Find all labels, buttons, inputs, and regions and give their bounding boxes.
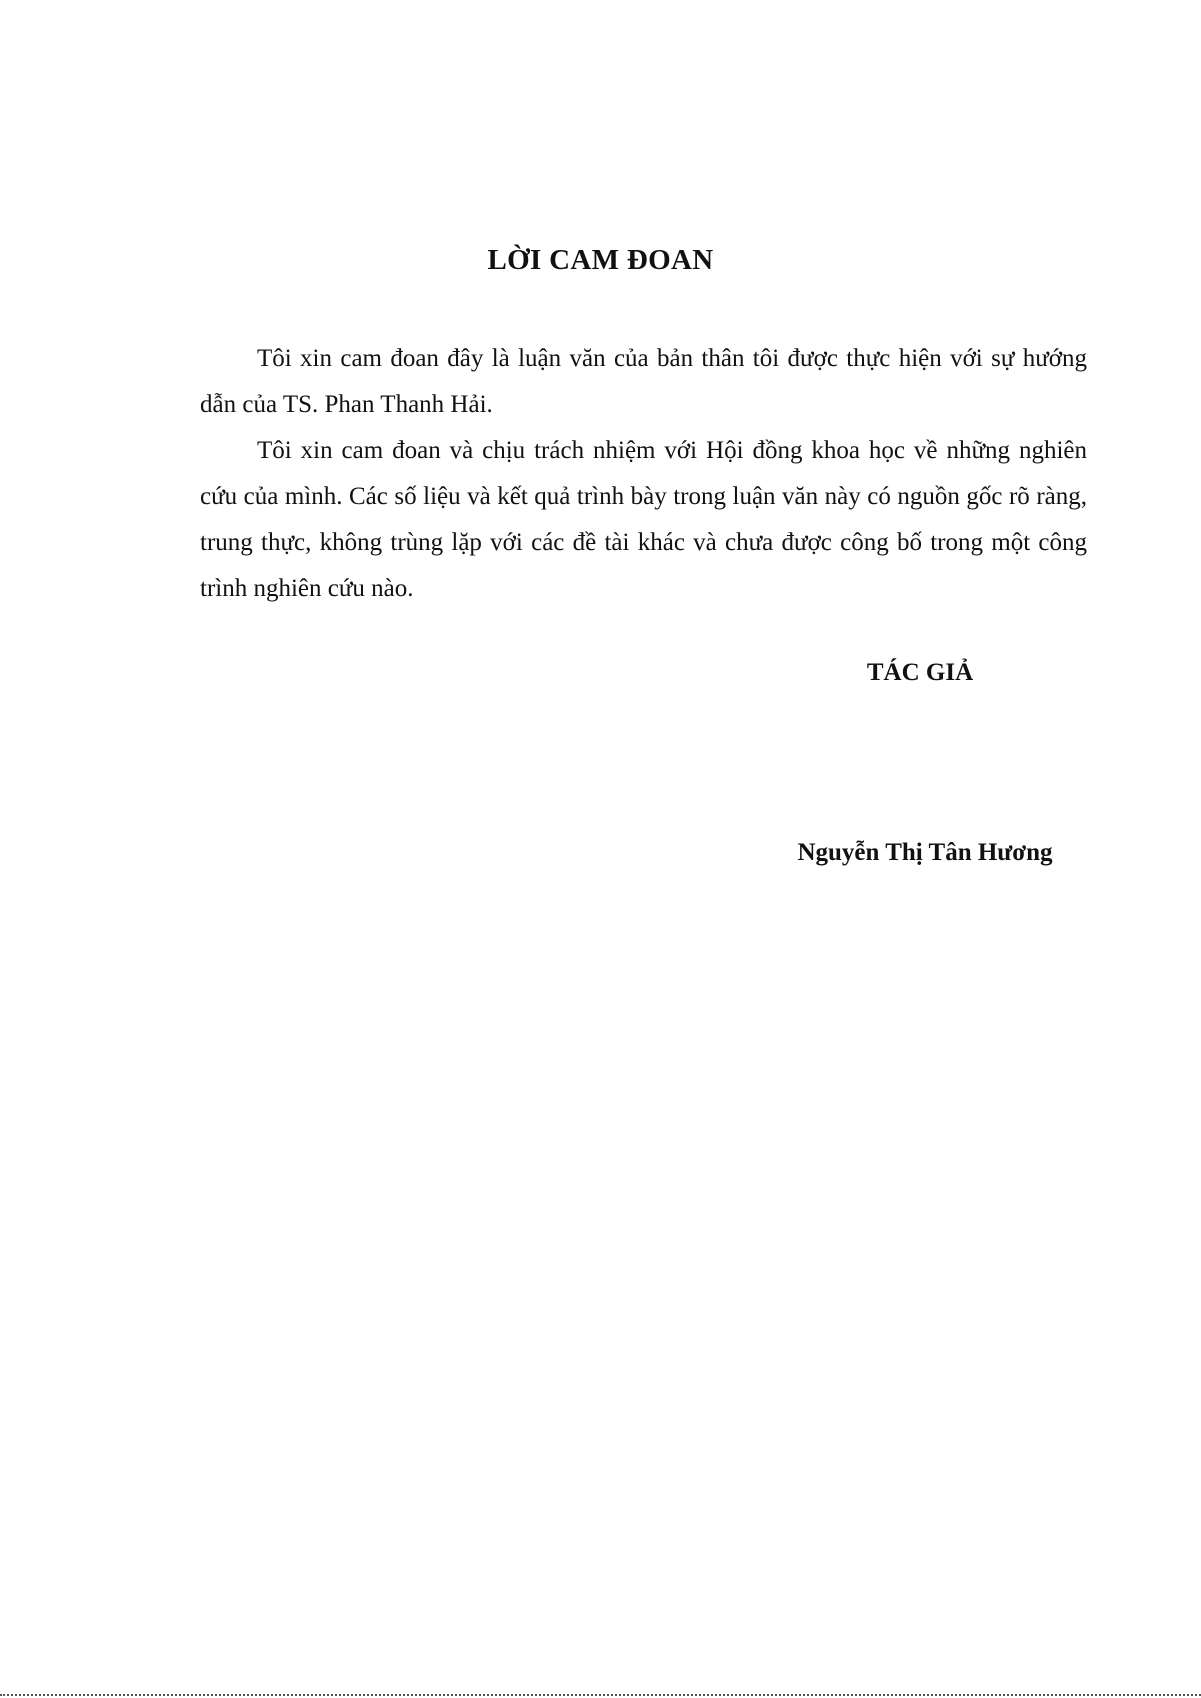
- declaration-paragraph-2: Tôi xin cam đoan và chịu trách nhiệm với Hội đồng khoa học về những nghiên cứu của mình. Các số liệu và kết quả trình bày trong luận văn này có nguồn gốc rõ ràng, trung thực, không trùng lặp với các đề tài khác và chưa được công bố trong một công trình nghiên cứu nào.: [200, 437, 1087, 602]
- signature-label: TÁC GIẢ: [866, 659, 974, 686]
- page-bottom-divider: [0, 1694, 1201, 1696]
- page-title: LỜI CAM ĐOAN: [487, 244, 714, 276]
- declaration-body: [200, 336, 1087, 612]
- declaration-paragraph-1: Tôi xin cam đoan đây là luận văn của bản thân tôi được thực hiện với sự hướng dẫn của TS. Phan Thanh Hải.: [200, 345, 1087, 418]
- author-name: Nguyễn Thị Tân Hương: [797, 839, 1053, 866]
